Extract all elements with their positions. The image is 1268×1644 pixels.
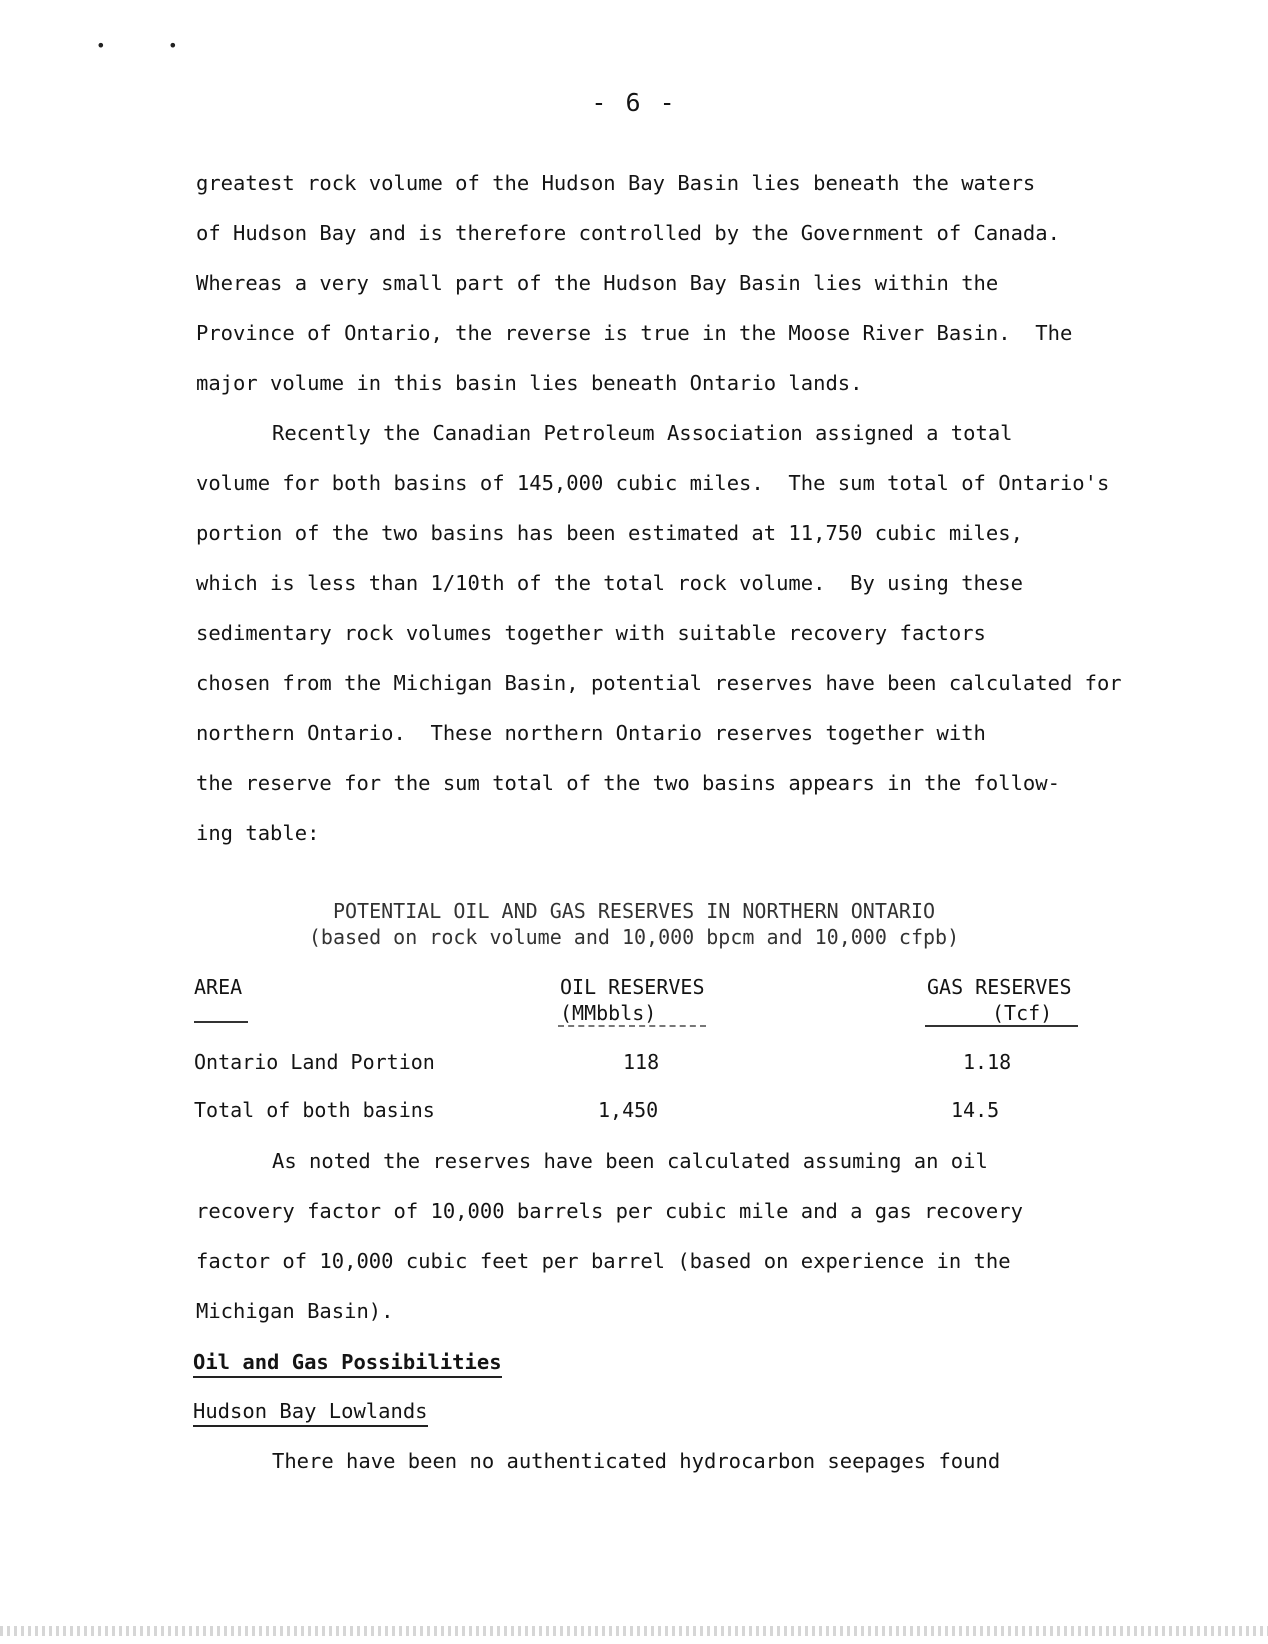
text-line: which is less than 1/10th of the total rock volume. By using these	[196, 571, 1023, 595]
table-cell-gas: 14.5	[951, 1098, 1000, 1122]
text-line: ing table:	[196, 821, 320, 845]
header-underline	[558, 1025, 706, 1027]
text-line: Whereas a very small part of the Hudson Bay Basin lies within the	[196, 271, 999, 295]
corner-mark: •	[168, 36, 178, 55]
scan-edge-noise	[0, 1626, 1268, 1636]
paragraph-seepages	[196, 1436, 1146, 1486]
page-number: - 6 -	[591, 88, 677, 117]
subsection-heading: Hudson Bay Lowlands	[193, 1397, 428, 1427]
column-header-oil-unit: (MMbbls)	[560, 1001, 657, 1025]
column-header-area: AREA	[194, 975, 243, 999]
paragraph-reserve-estimate	[196, 408, 1146, 858]
text-line: chosen from the Michigan Basin, potential reserves have been calculated for	[196, 671, 1122, 695]
paragraph-basin-volume	[196, 158, 1146, 408]
section-heading: Oil and Gas Possibilities	[193, 1348, 502, 1378]
text-line: the reserve for the sum total of the two basins appears in the follow-	[196, 771, 1060, 795]
text-line: northern Ontario. These northern Ontario reserves together with	[196, 721, 986, 745]
text-line: recovery factor of 10,000 barrels per cubic mile and a gas recovery	[196, 1199, 1023, 1223]
corner-mark: •	[96, 36, 106, 55]
text-line: There have been no authenticated hydrocarbon seepages found	[272, 1449, 1001, 1473]
table-cell-gas: 1.18	[963, 1050, 1012, 1074]
text-line: Michigan Basin).	[196, 1299, 394, 1323]
header-underline	[194, 1021, 248, 1023]
text-line: Recently the Canadian Petroleum Association assigned a total	[272, 421, 1013, 445]
paragraph-recovery-factor	[196, 1136, 1146, 1336]
column-header-gas-unit: (Tcf)	[992, 1001, 1053, 1025]
table-cell-area: Total of both basins	[194, 1098, 435, 1122]
reserves-table	[194, 974, 1114, 1134]
column-header-oil: OIL RESERVES	[560, 975, 705, 999]
table-cell-oil: 1,450	[598, 1098, 659, 1122]
text-line: As noted the reserves have been calculated assuming an oil	[272, 1149, 988, 1173]
table-subtitle: (based on rock volume and 10,000 bpcm and 10,000 cfpb)	[308, 925, 960, 949]
text-line: major volume in this basin lies beneath Ontario lands.	[196, 371, 863, 395]
column-header-gas: GAS RESERVES	[927, 975, 1072, 999]
table-cell-oil: 118	[623, 1050, 660, 1074]
text-line: greatest rock volume of the Hudson Bay Basin lies beneath the waters	[196, 171, 1036, 195]
table-title: POTENTIAL OIL AND GAS RESERVES IN NORTHERN ONTARIO	[332, 899, 936, 923]
text-line: factor of 10,000 cubic feet per barrel (based on experience in the	[196, 1249, 1011, 1273]
text-line: volume for both basins of 145,000 cubic miles. The sum total of Ontario's	[196, 471, 1110, 495]
text-line: sedimentary rock volumes together with suitable recovery factors	[196, 621, 986, 645]
text-line: Province of Ontario, the reverse is true in the Moose River Basin. The	[196, 321, 1073, 345]
text-line: of Hudson Bay and is therefore controlled by the Government of Canada.	[196, 221, 1060, 245]
text-line: portion of the two basins has been estimated at 11,750 cubic miles,	[196, 521, 1023, 545]
header-underline	[925, 1025, 1078, 1027]
table-cell-area: Ontario Land Portion	[194, 1050, 435, 1074]
